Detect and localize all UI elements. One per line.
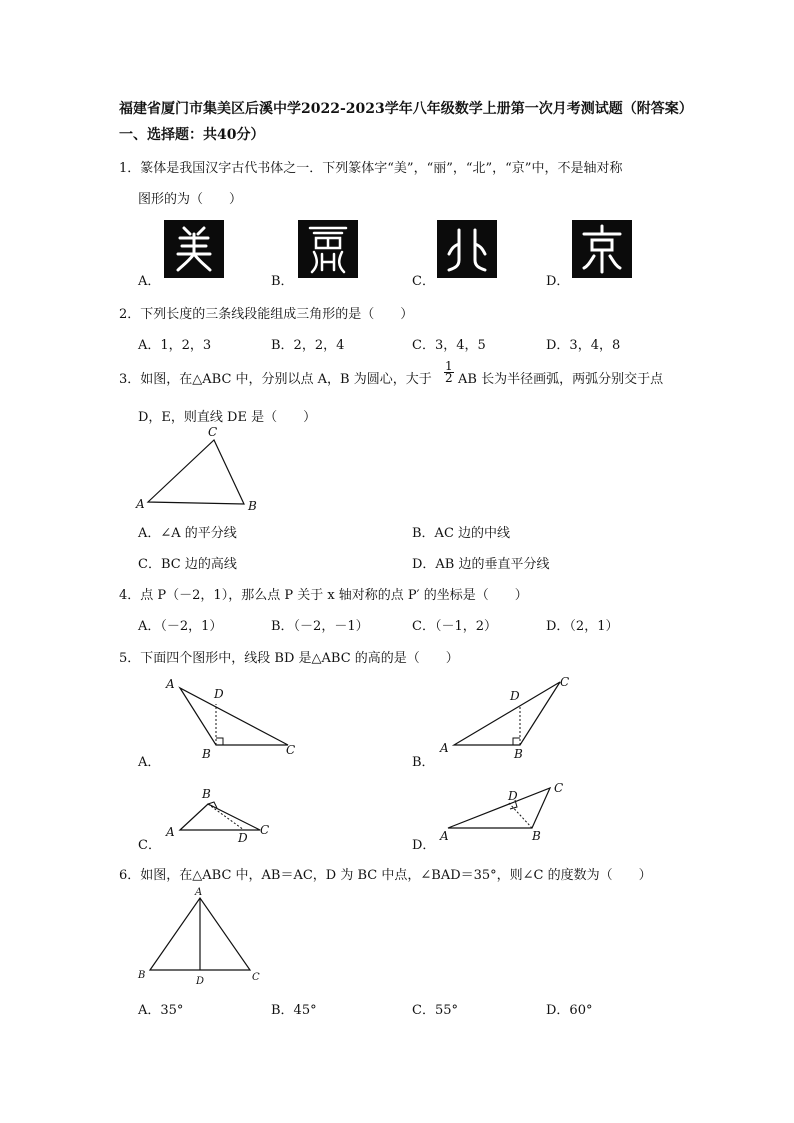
q5-figure-b [436,672,581,764]
label-a: A [440,741,449,755]
label-c: C [286,743,296,757]
label-b: B [138,970,146,981]
q6-stem: 6．如图，在△ABC 中，AB＝AC，D 为 BC 中点，∠BAD＝35°，则∠C 的度数为（ ） [119,868,652,883]
fraction-numerator: 1 [445,359,453,373]
q3-line2: D，E，则直线 DE 是（ ） [138,410,317,425]
label-a: A [440,829,449,843]
q4-option-c: C．（－1，2） [412,619,497,634]
q6-triangle-figure [134,884,264,988]
label-c: C [252,972,260,983]
q3-option-c: C．BC 边的高线 [138,557,237,572]
right-angle-mark [513,738,520,745]
label-d: D [238,831,248,844]
label-b: B [202,747,211,760]
q5-option-a: A． [138,755,161,770]
q1-option-c: C． [412,274,435,289]
q2-option-c: C．3，4，5 [412,338,486,353]
q2-option-d: D．3，4，8 [546,338,621,353]
section-heading: 一、选择题：共40分） [119,127,265,143]
q4-stem: 4．点 P（－2，1），那么点 P 关于 x 轴对称的点 P′ 的坐标是（ ） [119,588,528,603]
segment-bd [208,804,244,830]
seal-glyph-li [298,220,358,278]
label-c: C [208,425,218,439]
seal-character-li-image [298,220,358,278]
seal-character-mei-image [164,220,224,278]
label-c: C [560,675,570,689]
q3-line1-end: AB 长为半径画弧，两弧分别交于点 [458,372,664,387]
q3-option-a: A．∠A 的平分线 [138,526,237,541]
seal-glyph-jing [572,220,632,278]
label-d: D [214,687,224,701]
label-c: C [260,823,270,837]
seal-character-bei-image [437,220,497,278]
triangle-abc [180,688,288,745]
q5-option-b: B． [412,755,435,770]
triangle-abc [448,788,550,828]
q5-option-d: D． [412,838,436,853]
triangle-abc [148,440,244,504]
q3-fraction [444,361,454,384]
q2-option-a: A．1，2，3 [138,338,212,353]
triangle-abc [454,682,560,745]
q1-option-b: B． [271,274,294,289]
label-a: A [195,887,203,898]
label-b: B [514,747,523,761]
label-b: B [248,499,257,513]
label-d: D [196,976,205,987]
q5-figure-a [160,672,305,760]
q6-option-c: C．55° [412,1003,458,1018]
seal-glyph-mei [164,220,224,278]
q3-line1-start: 3．如图，在△ABC 中，分别以点 A，B 为圆心，大于 [119,372,432,387]
triangle-abc [180,804,260,830]
label-a: A [166,677,175,691]
label-a: A [166,825,175,839]
q2-option-b: B．2，2，4 [271,338,345,353]
q1-line1: 1．篆体是我国汉字古代书体之一．下列篆体字“美”，“丽”，“北”，“京”中，不是轴对称 [119,161,623,176]
q2-stem: 2．下列长度的三条线段能组成三角形的是（ ） [119,307,414,322]
q1-option-a: A． [138,274,161,289]
q5-stem: 5．下面四个图形中，线段 BD 是△ABC 的高的是（ ） [119,651,459,666]
q6-option-d: D．60° [546,1003,593,1018]
q4-option-b: B．（－2，－1） [271,619,369,634]
q6-option-b: B．45° [271,1003,317,1018]
label-c: C [554,781,564,795]
q4-option-d: D．（2，1） [546,619,619,634]
seal-glyph-bei [437,220,497,278]
q3-option-d: D．AB 边的垂直平分线 [412,557,550,572]
q3-triangle-figure [130,424,270,514]
seal-character-jing-image [572,220,632,278]
q6-option-a: A．35° [138,1003,184,1018]
label-d: D [510,689,520,703]
q1-option-d: D． [546,274,570,289]
q5-figure-c [164,784,284,844]
q5-option-c: C． [138,838,161,853]
page-title: 福建省厦门市集美区后溪中学2022-2023学年八年级数学上册第一次月考测试题（附答案） [119,101,693,117]
q4-option-a: A．（－2，1） [138,619,223,634]
fraction-denominator: 2 [445,371,453,385]
label-d: D [508,789,518,803]
q1-line2: 图形的为（ ） [138,192,243,207]
q3-option-b: B．AC 边的中线 [412,526,511,541]
label-a: A [136,497,145,511]
label-b: B [202,787,211,801]
label-b: B [532,829,541,843]
segment-bd [508,802,532,828]
right-angle-mark [216,738,223,745]
q5-figure-d [436,778,576,846]
